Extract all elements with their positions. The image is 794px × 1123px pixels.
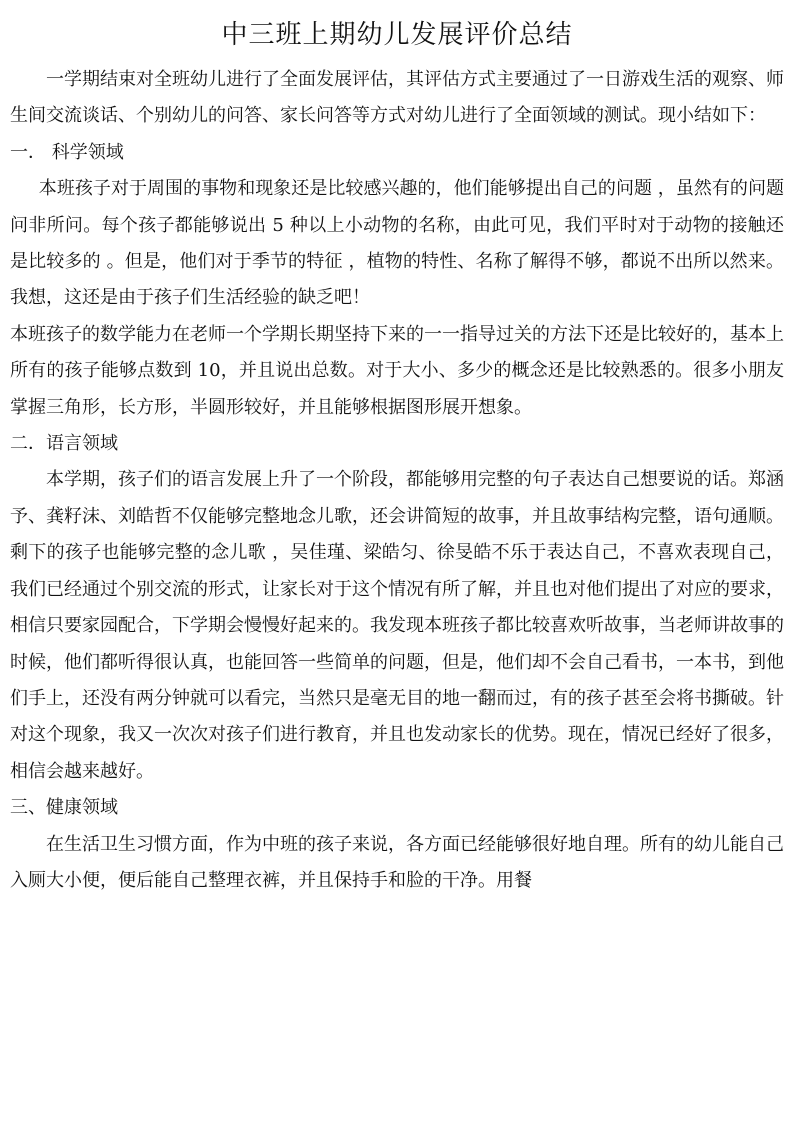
section-heading-health: 三、健康领域 bbox=[10, 797, 118, 819]
intro-paragraph: 一学期结束对全班幼儿进行了全面发展评估，其评估方式主要通过了一日游戏生活的观察、师生间交流谈话、个别幼儿的问答、家长问答等方式对幼儿进行了全面领域的测试。现小结如下： bbox=[10, 69, 784, 127]
health-paragraph-1: 在生活卫生习惯方面，作为中班的孩子来说，各方面已经能够很好地自理。所有的幼儿能自己入厕大小便，便后能自己整理衣裤，并且保持手和脸的干净。用餐 bbox=[10, 833, 784, 891]
section-heading-language: 二．语言领域 bbox=[10, 433, 118, 455]
science-paragraph-2: 本班孩子的数学能力在老师一个学期长期坚持下来的一一指导过关的方法下还是比较好的，基本上所有的孩子能够点数到 10，并且说出总数。对于大小、多少的概念还是比较熟悉的。很多小朋友掌握三角形，长方形，半圆形较好，并且能够根据图形展开想象。 bbox=[10, 323, 784, 418]
language-paragraph-1: 本学期，孩子们的语言发展上升了一个阶段，都能够用完整的句子表达自己想要说的话。郑涵予、龚籽沫、刘皓哲不仅能够完整地念儿歌，还会讲简短的故事，并且故事结构完整，语句通顺。剩下的孩子也能够完整的念儿歌 ，吴佳瑾、梁皓匀、徐旻皓不乐于表达自己，不喜欢表现自己，我们已经通过个别交流的形式，让家长对于这个情况有所了解，并且也对他们提出了对应的要求，相信只要家园配合，下学期会慢慢好起来的。我发现本班孩子都比较喜欢听故事，当老师讲故事的时候，他们都听得很认真，也能回答一些简单的问题，但是，他们却不会自己看书，一本书，到他们手上，还没有两分钟就可以看完，当然只是毫无目的地一翻而过，有的孩子甚至会将书撕破。针对这个现象，我又一次次对孩子们进行教育，并且也发动家长的优势。现在，情况已经好了很多，相信会越来越好。 bbox=[10, 469, 784, 782]
document-title: 中三班上期幼儿发展评价总结 bbox=[221, 20, 573, 50]
document-body bbox=[10, 62, 784, 899]
science-paragraph-1: 本班孩子对于周围的事物和现象还是比较感兴趣的，他们能够提出自己的问题 ，虽然有的问题问非所问。每个孩子都能够说出 5 种以上小动物的名称，由此可见，我们平时对于动物的接触还是比较多的 。但是，他们对于季节的特征 ，植物的特性、名称了解得不够，都说不出所以然来。我想，这还是由于孩子们生活经验的缺乏吧！ bbox=[10, 178, 784, 309]
section-heading-science: 一． 科学领域 bbox=[10, 141, 124, 163]
